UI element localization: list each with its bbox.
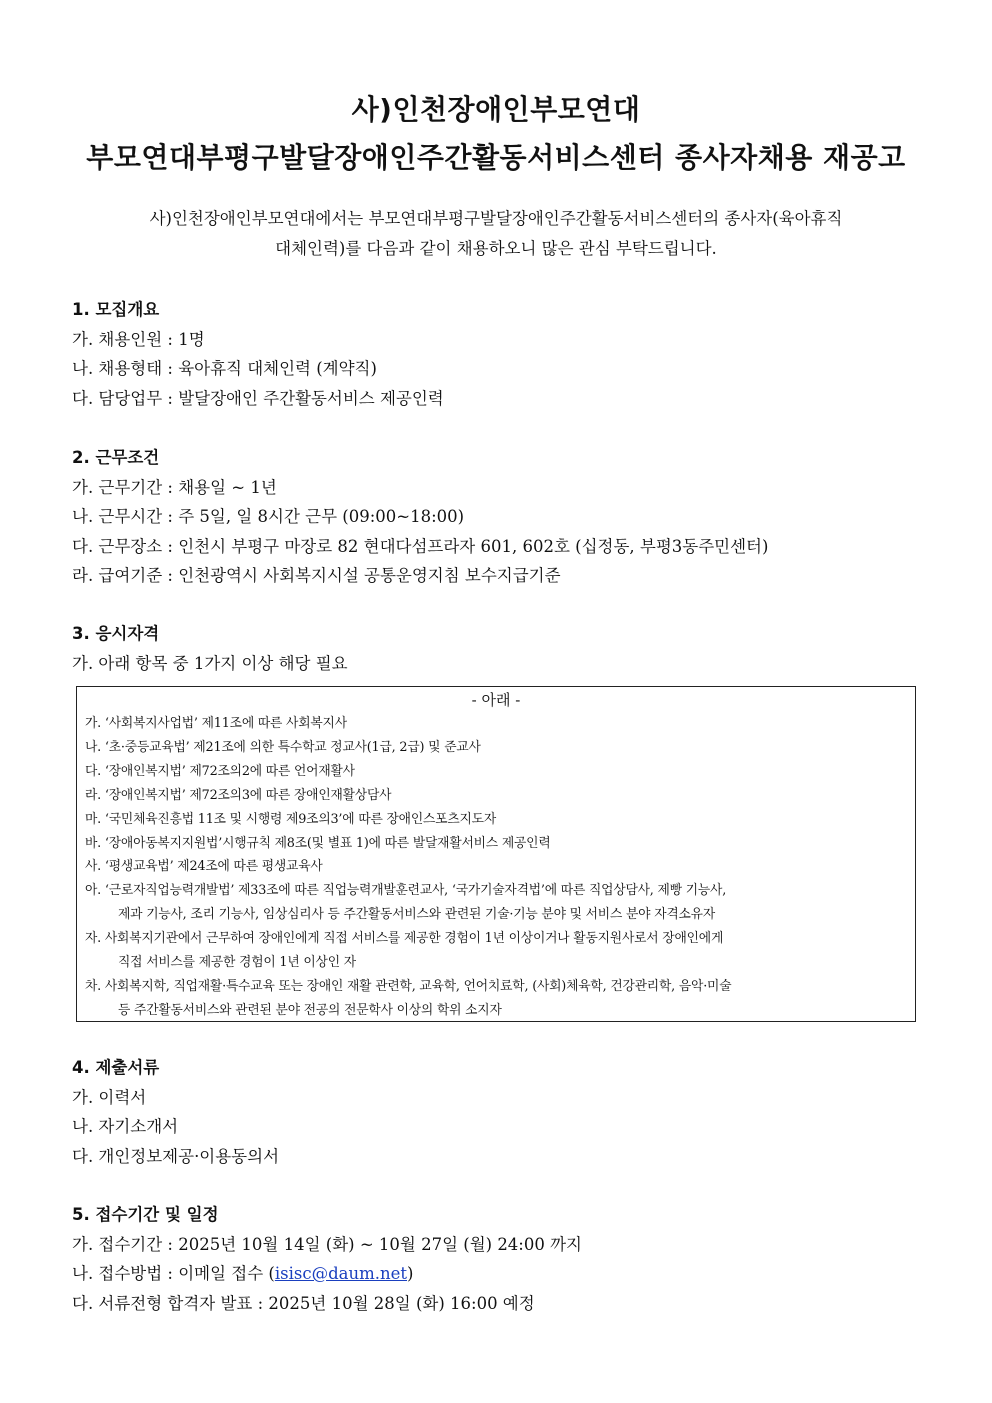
qualification-item: 나. ‘초·중등교육법’ 제21조에 의한 특수학교 정교사(1급, 2급) 및 준교사	[85, 739, 481, 755]
email-link[interactable]: isisc@daum.net	[274, 1264, 408, 1283]
section-application-schedule	[72, 1200, 582, 1318]
intro-line-1: 사)인천장애인부모연대에서는 부모연대부평구발달장애인주간활동서비스센터의 종사자(육아휴직	[149, 209, 843, 228]
intro-paragraph	[0, 204, 992, 264]
list-item: 나. 자기소개서	[72, 1117, 179, 1136]
qualification-item: 다. ‘장애인복지법’ 제72조의2에 따른 언어재활사	[85, 763, 355, 779]
list-item: 나. 채용형태 : 육아휴직 대체인력 (계약직)	[72, 359, 377, 378]
list-item: 가. 이력서	[72, 1087, 147, 1107]
qualification-item: 차. 사회복지학, 직업재활·특수교육 또는 장애인 재활 관련학, 교육학, 언어치료학, (사회)체육학, 건강관리학, 음악·미술	[85, 978, 732, 994]
qualification-item: 사. ‘평생교육법’ 제24조에 따른 평생교육사	[85, 859, 323, 875]
list-item: 다. 담당업무 : 발달장애인 주간활동서비스 제공인력	[72, 388, 444, 408]
qualification-item-continuation: 제과 기능사, 조리 기능사, 임상심리사 등 주간활동서비스와 관련된 기술·기능 분야 및 서비스 분야 자격소유자	[118, 907, 716, 923]
list-item: 가. 접수기간 : 2025년 10월 14일 (화) ~ 10월 27일 (월) 24:00 까지	[72, 1234, 582, 1254]
section-heading: 1. 모집개요	[72, 300, 160, 319]
document-title-org: 사)인천장애인부모연대	[351, 93, 641, 126]
list-item: 라. 급여기준 : 인천광역시 사회복지시설 공통운영지침 보수지급기준	[72, 566, 561, 585]
list-item: 다. 서류전형 합격자 발표 : 2025년 10월 28일 (화) 16:00 예정	[72, 1293, 535, 1313]
qualification-item: 자. 사회복지기관에서 근무하여 장애인에게 직접 서비스를 제공한 경험이 1년 이상이거나 활동지원사로서 장애인에게	[85, 931, 724, 947]
list-item: 가. 근무기간 : 채용일 ~ 1년	[72, 477, 277, 497]
section-recruitment-overview	[72, 295, 444, 413]
qualification-item-continuation: 직접 서비스를 제공한 경험이 1년 이상인 자	[118, 955, 356, 971]
section-heading: 2. 근무조건	[72, 448, 160, 467]
section-required-documents	[72, 1053, 279, 1171]
list-item: 가. 아래 항목 중 1가지 이상 해당 필요	[72, 653, 348, 673]
qualification-item-continuation: 등 주간활동서비스와 관련된 분야 전공의 전문학사 이상의 학위 소지자	[118, 1002, 502, 1018]
method-prefix: 나. 접수방법 : 이메일 접수 (	[72, 1264, 275, 1283]
qualification-item: 바. ‘장애아동복지지원법’시행규칙 제8조(및 별표 1)에 따른 발달재활서비스 제공인력	[85, 835, 551, 851]
list-item: 다. 개인정보제공·이용동의서	[72, 1146, 280, 1166]
qualification-item: 가. ‘사회복지사업법’ 제11조에 따른 사회복지사	[85, 716, 347, 731]
section-heading: 4. 제출서류	[72, 1058, 160, 1077]
qualification-item: 아. ‘근로자직업능력개발법’ 제33조에 따른 직업능력개발훈련교사, ‘국가기술자격법’에 따른 직업상담사, 제빵 기능사,	[85, 883, 727, 899]
qualification-item: 마. ‘국민체육진흥법 11조 및 시행령 제9조의3’에 따른 장애인스포츠지도자	[85, 811, 496, 827]
qualifications-box	[76, 686, 916, 1022]
section-heading: 3. 응시자격	[72, 624, 160, 643]
section-heading: 5. 접수기간 및 일정	[72, 1205, 219, 1224]
method-suffix: )	[407, 1264, 414, 1283]
list-item: 나. 근무시간 : 주 5일, 일 8시간 근무 (09:00~18:00)	[72, 507, 465, 526]
document-title-main: 부모연대부평구발달장애인주간활동서비스센터 종사자채용 재공고	[86, 141, 906, 174]
box-header: - 아래 -	[471, 691, 521, 709]
list-item: 가. 채용인원 : 1명	[72, 329, 205, 349]
section-work-conditions	[72, 443, 768, 591]
qualification-item: 라. ‘장애인복지법’ 제72조의3에 따른 장애인재활상담사	[85, 787, 392, 803]
list-item-application-method	[72, 1259, 582, 1289]
section-qualifications	[72, 619, 348, 678]
list-item: 다. 근무장소 : 인천시 부평구 마장로 82 현대다섬프라자 601, 602호 (십정동, 부평3동주민센터)	[72, 536, 769, 556]
intro-line-2: 대체인력)를 다음과 같이 채용하오니 많은 관심 부탁드립니다.	[275, 239, 717, 258]
